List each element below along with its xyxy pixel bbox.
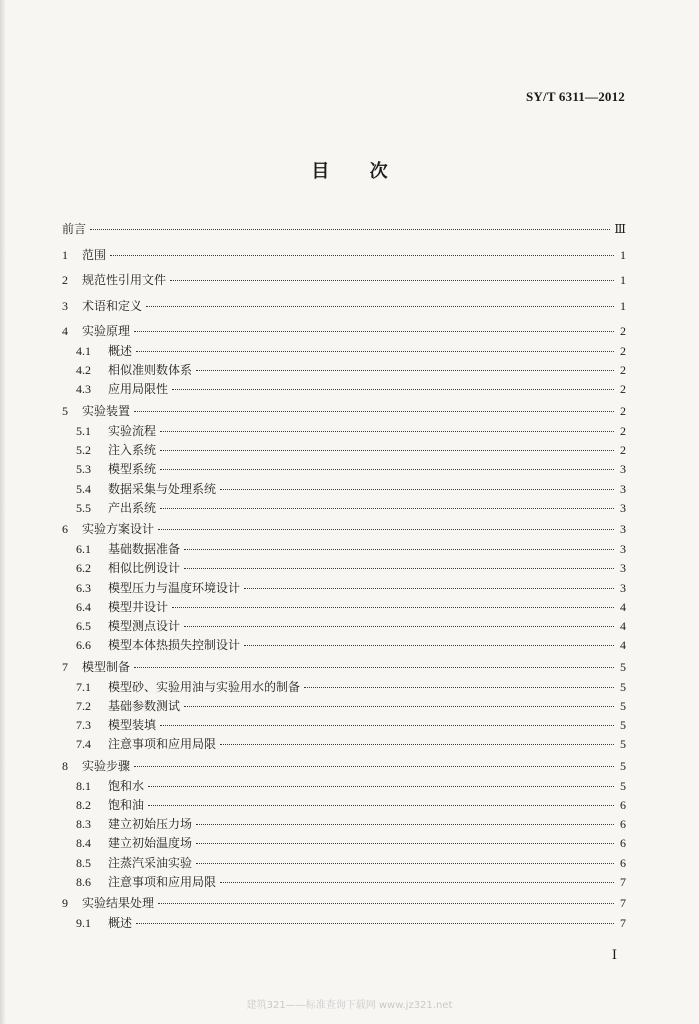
toc-entry-number: 5.5 [76,500,91,515]
toc-dot-leader [220,489,614,490]
toc-entry-label: 规范性引用文件 [82,273,167,287]
toc-entry[interactable] [76,796,626,814]
toc-entry-page: 3 [620,481,626,496]
toc-entry-label: 注意事项和应用局限 [108,874,217,889]
toc-entry-page: 7 [620,916,626,931]
toc-entry-page: 1 [620,273,626,287]
toc-entry-number: 7 [62,659,68,674]
toc-dot-leader [134,766,614,767]
toc-entry-label: 建立初始压力场 [108,817,193,832]
toc-entry[interactable] [62,402,626,420]
toc-entry[interactable] [76,914,626,932]
toc-entry[interactable] [76,777,626,795]
toc-entry-label: 饱和油 [108,798,145,812]
toc-entry-page: 5 [620,737,626,752]
toc-entry[interactable] [76,834,626,852]
toc-entry-number: 6.4 [76,599,91,614]
toc-dot-leader [148,786,614,787]
toc-entry[interactable] [76,873,626,891]
toc-entry-number: 7.2 [76,698,91,713]
toc-entry-page: 7 [620,874,626,889]
toc-entry-label: 相似比例设计 [108,561,181,576]
toc-entry-number: 6.2 [76,561,91,576]
toc-dot-leader [160,450,614,451]
toc-entry-label: 注蒸汽采油实验 [108,855,193,870]
toc-entry-label: 注意事项和应用局限 [108,737,217,752]
toc-entry-page: 3 [620,500,626,515]
toc-entry-number: 3 [62,298,68,313]
toc-entry[interactable] [76,342,626,360]
toc-entry[interactable] [76,598,626,616]
watermark: 建筑321——标准查询下载网 www.jz321.net [246,1000,453,1011]
toc-entry-number: 4 [62,324,68,338]
toc-dot-leader [184,568,614,569]
toc-entry-page: 2 [620,443,626,458]
toc-entry-page: 2 [620,363,626,378]
toc-entry[interactable] [62,894,626,912]
toc-entry-label: 模型系统 [108,462,157,477]
toc-entry-page: 5 [620,718,626,733]
toc-entry[interactable] [76,716,626,734]
toc-entry-label: 数据采集与处理系统 [108,481,217,496]
toc-entry-page: 2 [620,423,626,438]
toc-dot-leader [244,588,614,589]
toc-dot-leader [184,706,614,707]
toc-entry-label: 实验步骤 [82,758,131,773]
toc-entry-label: 饱和水 [108,778,145,793]
toc-entry-page: 3 [620,462,626,477]
toc-entry[interactable] [62,220,626,238]
toc-dot-leader [220,882,614,883]
toc-entry-number: 5.2 [76,443,91,458]
toc-dot-leader [304,687,614,688]
toc-entry[interactable] [76,361,626,379]
toc-entry-label: 模型本体热损失控制设计 [108,638,241,653]
toc-title: 目 次 [311,161,388,182]
toc-entry-label: 范围 [82,247,107,262]
toc-dot-leader [196,863,614,864]
toc-dot-leader [134,331,614,332]
scan-edge-shadow [0,0,6,1024]
toc-entry[interactable] [62,271,626,289]
toc-entry-label: 模型井设计 [108,599,169,614]
toc-entry-number: 9.1 [76,916,91,931]
toc-entry-label: 概述 [108,344,133,358]
toc-dot-leader [136,351,614,352]
toc-entry[interactable] [62,246,626,264]
toc-dot-leader [160,469,614,470]
toc-entry[interactable] [76,815,626,833]
toc-entry-page: 4 [620,619,626,633]
toc-dot-leader [158,529,614,530]
toc-entry[interactable] [76,636,626,654]
toc-entry-page: 2 [620,324,626,338]
toc-entry[interactable] [76,380,626,398]
toc-dot-leader [172,389,614,390]
toc-entry[interactable] [76,678,626,696]
toc-entry[interactable] [76,735,626,753]
toc-entry-number: 1 [62,247,68,262]
toc-entry-number: 2 [62,273,68,287]
toc-entry-page: 5 [620,758,626,773]
toc-entry-page: 3 [620,580,626,595]
toc-entry-page: 2 [620,344,626,358]
toc-entry-page: 3 [620,542,626,557]
toc-entry-label: 概述 [108,916,133,931]
toc-entry[interactable] [62,658,626,676]
toc-entry-label: 应用局限性 [108,382,169,397]
toc-dot-leader [134,667,614,668]
toc-entry-label: 模型砂、实验用油与实验用水的制备 [108,679,301,694]
toc-dot-leader [158,903,614,904]
toc-entry-number: 8.5 [76,855,91,870]
toc-dot-leader [196,370,614,371]
toc-entry[interactable] [76,854,626,872]
page-folio: Ⅰ [611,947,617,962]
toc-entry[interactable] [62,322,626,340]
toc-entry-number: 6.6 [76,638,91,653]
toc-entry-label: 实验方案设计 [82,522,155,537]
toc-entry-number: 4.3 [76,382,91,397]
toc-entry-number: 5.4 [76,481,91,496]
toc-dot-leader [170,280,614,281]
toc-entry[interactable] [76,697,626,715]
toc-entry-label: 实验原理 [82,324,131,338]
toc-entry-label: 实验装置 [82,403,131,418]
toc-entry-number: 8.6 [76,874,91,889]
toc-entry-number: 5.3 [76,462,91,477]
toc-entry-number: 7.3 [76,718,91,733]
toc-entry-number: 9 [62,896,68,911]
toc-entry-number: 8.4 [76,836,91,851]
toc-entry-page: 5 [620,778,626,793]
toc-entry[interactable] [62,757,626,775]
toc-entry-label: 注入系统 [108,443,157,458]
toc-entry-label: 模型制备 [82,659,131,674]
toc-entry-page: 2 [620,403,626,418]
toc-entry-label: 基础数据准备 [108,542,181,557]
toc-entry-number: 6.3 [76,580,91,595]
toc-entry-number: 4.1 [76,344,91,358]
toc-entry-page: 1 [620,298,626,313]
toc-dot-leader [160,431,614,432]
toc-dot-leader [110,255,614,256]
toc-entry-page: 6 [620,817,626,832]
toc-dot-leader [172,607,614,608]
toc-entry[interactable] [76,460,626,478]
toc-dot-leader [184,549,614,550]
toc-entry-page: 2 [620,382,626,397]
toc-entry-label: 建立初始温度场 [108,836,193,851]
toc-dot-leader [90,229,610,230]
toc-entry-label: 术语和定义 [82,298,143,313]
toc-dot-leader [196,824,614,825]
toc-entry-page: Ⅲ [614,222,626,236]
toc-entry[interactable] [62,297,626,315]
toc-entry-label: 前言 [62,222,87,236]
toc-entry-number: 6 [62,522,68,537]
toc-entry-page: 5 [620,659,626,674]
toc-entry-number: 7.1 [76,679,91,694]
toc-entry-number: 8.1 [76,778,91,793]
toc-entry[interactable] [76,499,626,517]
toc-entry-number: 7.4 [76,737,91,752]
toc-entry-page: 5 [620,679,626,694]
standard-code: SY/T 6311—2012 [526,89,625,104]
toc-entry-page: 3 [620,522,626,537]
toc-entry-number: 8.2 [76,798,91,812]
toc-dot-leader [244,645,614,646]
toc-entry[interactable] [76,540,626,558]
toc-dot-leader [134,411,614,412]
toc-entry[interactable] [76,480,626,498]
toc-dot-leader [146,306,614,307]
toc-entry-label: 产出系统 [108,500,157,515]
toc-entry-page: 1 [620,247,626,262]
toc-entry-label: 实验流程 [108,423,157,438]
toc-dot-leader [160,725,614,726]
toc-dot-leader [160,508,614,509]
toc-entry[interactable] [76,422,626,440]
toc-entry-label: 基础参数测试 [108,698,181,713]
toc-entry-label: 模型测点设计 [108,619,181,633]
toc-entry-number: 8 [62,758,68,773]
toc-entry-label: 模型装填 [108,718,157,733]
toc-dot-leader [220,744,614,745]
toc-entry-number: 5.1 [76,423,91,438]
toc-entry-number: 4.2 [76,363,91,378]
toc-entry-page: 6 [620,798,626,812]
toc-entry-number: 5 [62,403,68,418]
toc-entry-page: 7 [620,896,626,911]
toc-dot-leader [136,923,614,924]
toc-entry[interactable] [62,520,626,538]
toc-entry[interactable] [76,617,626,635]
toc-dot-leader [196,843,614,844]
toc-entry-number: 6.1 [76,542,91,557]
toc-entry[interactable] [76,579,626,597]
toc-entry-page: 4 [620,599,626,614]
toc-entry-page: 5 [620,698,626,713]
toc-entry-label: 相似准则数体系 [108,363,193,378]
toc-entry-page: 3 [620,561,626,576]
toc-entry-page: 4 [620,638,626,653]
toc-dot-leader [184,626,614,627]
toc-entry[interactable] [76,559,626,577]
toc-entry-label: 实验结果处理 [82,896,155,911]
toc-entry-page: 6 [620,855,626,870]
toc-entry-number: 6.5 [76,619,91,633]
toc-entry-page: 6 [620,836,626,851]
toc-dot-leader [148,805,614,806]
toc-entry[interactable] [76,441,626,459]
toc-entry-number: 8.3 [76,817,91,832]
toc-entry-label: 模型压力与温度环境设计 [108,580,241,595]
